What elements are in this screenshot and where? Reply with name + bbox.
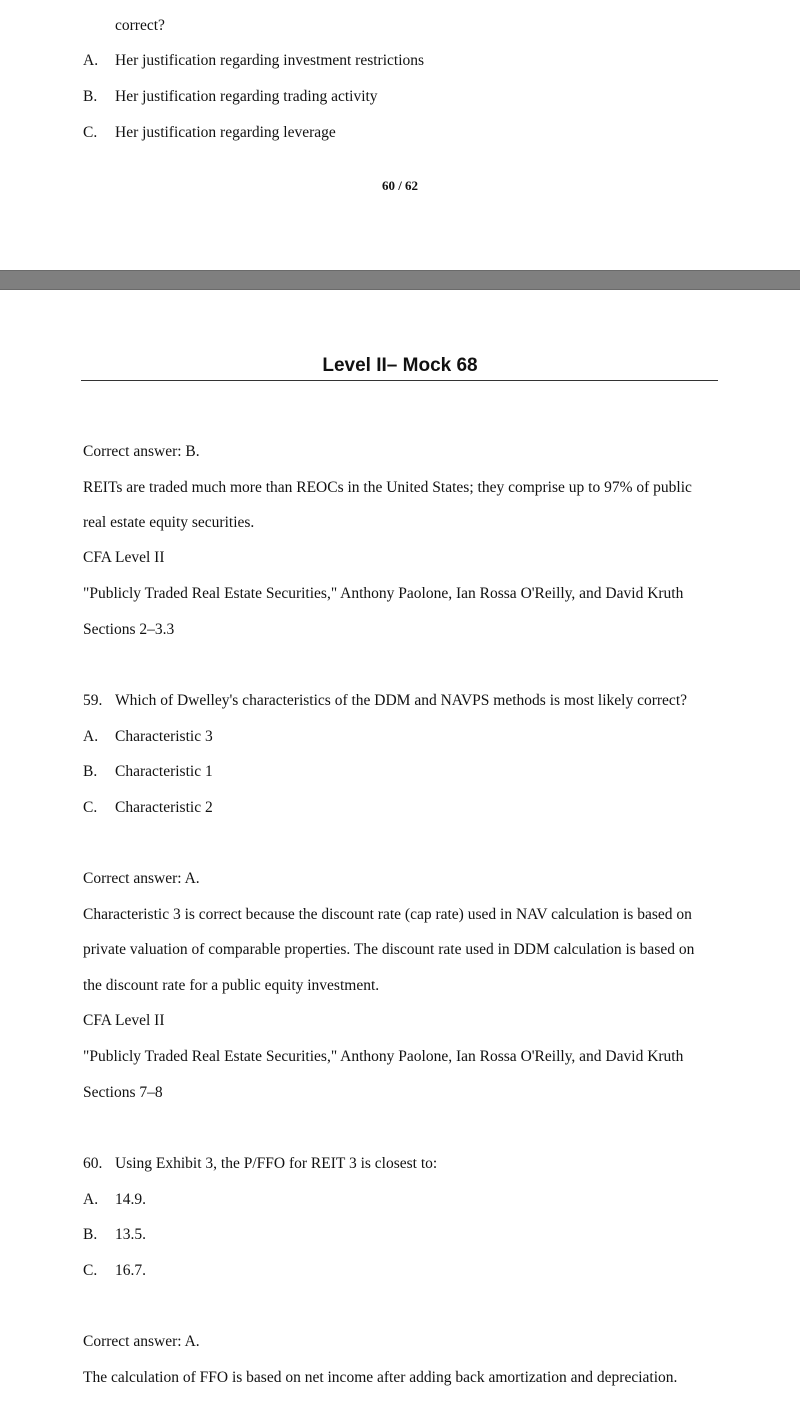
correct-answer: Correct answer: B. [83,443,200,460]
option-letter: B. [83,763,98,780]
explanation-line: The calculation of FFO is based on net income after adding back amortization and depreciation. [83,1369,678,1386]
correct-answer: Correct answer: A. [83,1333,200,1350]
question-number: 60. [83,1155,103,1172]
option-text: Characteristic 1 [115,763,213,780]
question-tail: correct? [115,17,165,34]
page-divider [0,270,800,290]
question-text: Which of Dwelley's characteristics of the DDM and NAVPS methods is most likely correct? [115,692,688,709]
option-text: 13.5. [115,1226,146,1243]
sections: Sections 7–8 [83,1084,163,1101]
option-letter: A. [83,1191,99,1208]
option-letter: C. [83,1262,98,1279]
level: CFA Level II [83,549,165,566]
option-letter: A. [83,52,99,69]
title-rule [81,380,718,381]
level: CFA Level II [83,1012,165,1029]
explanation-line: Characteristic 3 is correct because the discount rate (cap rate) used in NAV calculation is based on [83,906,692,923]
sections: Sections 2–3.3 [83,621,175,638]
option-text: Her justification regarding trading activity [115,88,378,105]
option-text: Her justification regarding investment restrictions [115,52,425,69]
page-title: Level II– Mock 68 [322,355,478,376]
explanation-line: the discount rate for a public equity investment. [83,977,380,994]
option-text: 16.7. [115,1262,146,1279]
question-number: 59. [83,692,103,709]
option-letter: B. [83,88,98,105]
correct-answer: Correct answer: A. [83,870,200,887]
reading: "Publicly Traded Real Estate Securities," Anthony Paolone, Ian Rossa O'Reilly, and David Kruth [83,1048,684,1065]
reading: "Publicly Traded Real Estate Securities," Anthony Paolone, Ian Rossa O'Reilly, and David Kruth [83,585,684,602]
option-letter: B. [83,1226,98,1243]
explanation-line: REITs are traded much more than REOCs in the United States; they comprise up to 97% of public [83,479,692,496]
option-text: Her justification regarding leverage [115,124,336,141]
option-text: Characteristic 3 [115,728,213,745]
explanation-line: real estate equity securities. [83,514,255,531]
option-letter: C. [83,799,98,816]
option-letter: C. [83,124,98,141]
question-text: Using Exhibit 3, the P/FFO for REIT 3 is closest to: [115,1155,438,1172]
explanation-line: private valuation of comparable properties. The discount rate used in DDM calculation is based on [83,941,695,958]
page-number: 60 / 62 [381,178,419,193]
option-text: 14.9. [115,1191,146,1208]
option-letter: A. [83,728,99,745]
option-text: Characteristic 2 [115,799,213,816]
